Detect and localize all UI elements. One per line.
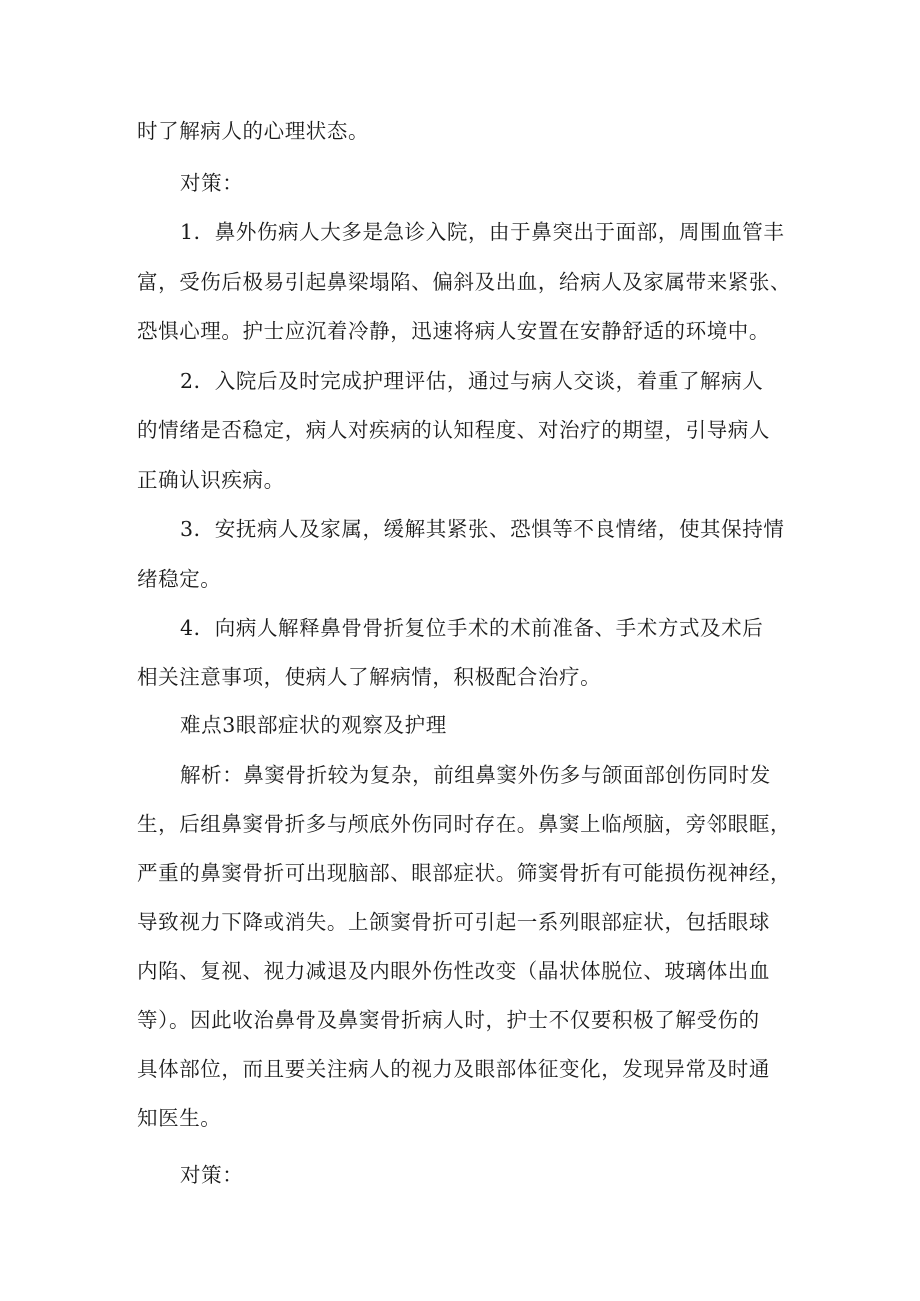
text-line: 等）。因此收治鼻骨及鼻窦骨折病人时，护士不仅要积极了解受伤的 (137, 1008, 760, 1032)
section-heading: 对策： (180, 1163, 244, 1187)
text-line: 知医生。 (137, 1106, 222, 1130)
text-line: 的情绪是否稳定，病人对疾病的认知程度、对治疗的期望，引导病人 (137, 418, 770, 442)
text-line: 3．安抚病人及家属，缓解其紧张、恐惧等不良情绪，使其保持情 (180, 517, 785, 541)
text-line: 正确认识疾病。 (137, 468, 285, 492)
section-heading: 难点3眼部症状的观察及护理 (180, 713, 447, 737)
text-line: 绪稳定。 (137, 567, 222, 591)
section-heading: 对策： (180, 171, 244, 195)
text-line: 1．鼻外伤病人大多是急诊入院，由于鼻突出于面部，周围血管丰 (180, 220, 785, 244)
text-line: 2．入院后及时完成护理评估，通过与病人交谈，着重了解病人 (180, 369, 764, 393)
text-line: 严重的鼻窦骨折可出现脑部、眼部症状。筛窦骨折有可能损伤视神经， (137, 861, 792, 885)
text-line: 生，后组鼻窦骨折多与颅底外伤同时存在。鼻窦上临颅脑，旁邻眼眶， (137, 812, 792, 836)
text-line: 富，受伤后极易引起鼻梁塌陷、偏斜及出血，给病人及家属带来紧张、 (137, 270, 792, 294)
text-line: 时了解病人的心理状态。 (137, 119, 370, 143)
text-line: 4．向病人解释鼻骨骨折复位手术的术前准备、手术方式及术后 (180, 616, 764, 640)
text-line: 导致视力下降或消失。上颌窦骨折可引起一系列眼部症状，包括眼球 (137, 910, 770, 934)
text-line: 具体部位，而且要关注病人的视力及眼部体征变化，发现异常及时通 (137, 1057, 770, 1081)
text-line: 解析：鼻窦骨折较为复杂，前组鼻窦外伤多与颌面部创伤同时发 (180, 763, 771, 787)
text-line: 相关注意事项，使病人了解病情，积极配合治疗。 (137, 665, 602, 689)
text-line: 内陷、复视、视力减退及内眼外伤性改变（晶状体脱位、玻璃体出血 (137, 959, 770, 983)
text-line: 恐惧心理。护士应沉着冷静，迅速将病人安置在安静舒适的环境中。 (137, 319, 770, 343)
